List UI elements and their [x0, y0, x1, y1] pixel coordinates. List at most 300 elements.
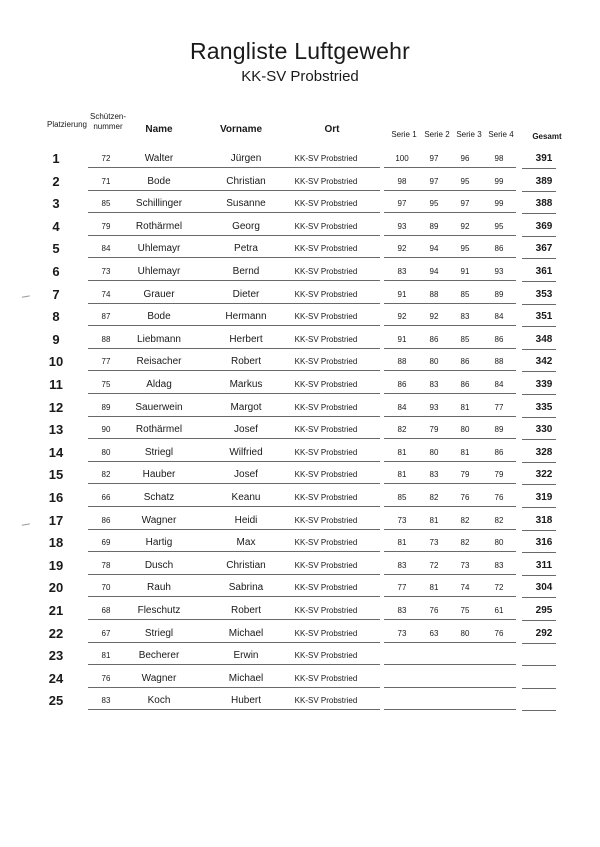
cell-serie-2: 76: [429, 606, 439, 615]
cell-serie-2: 95: [429, 199, 439, 209]
cell-vorname: Markus: [229, 379, 263, 390]
cell-gesamt: 319: [535, 492, 553, 503]
cell-serie-4: 84: [494, 312, 504, 322]
cell-serie-3: 92: [460, 221, 470, 231]
cell-serie-3: 91: [460, 267, 470, 276]
header-schuetzen-line1: Schützen-: [89, 112, 127, 121]
cell-serie-2: 81: [429, 583, 439, 593]
cell-serie-4: 86: [494, 334, 504, 344]
cell-name: Rothärmel: [135, 220, 183, 232]
header-name: Name: [145, 124, 173, 135]
cell-serie-1: 100: [395, 154, 409, 163]
row-divider: [384, 664, 516, 665]
cell-ort: KK-SV Probstried: [294, 515, 358, 525]
row-divider: [522, 665, 556, 666]
header-schuetzen-line2: nummer: [93, 122, 123, 131]
row-divider: [384, 280, 516, 281]
cell-platzierung: 23: [48, 648, 64, 664]
row-divider: [384, 642, 516, 643]
row-divider: [88, 167, 380, 168]
row-divider: [384, 709, 516, 710]
cell-serie-1: 86: [397, 380, 407, 389]
cell-platzierung: 25: [48, 693, 64, 709]
cell-schuetzennummer: 68: [101, 606, 111, 615]
cell-serie-1: 83: [397, 606, 407, 615]
cell-platzierung: 13: [48, 422, 64, 438]
cell-platzierung: 4: [52, 218, 60, 234]
row-divider: [88, 709, 380, 710]
row-divider: [522, 417, 556, 418]
row-divider: [384, 348, 516, 349]
row-divider: [384, 393, 516, 394]
cell-schuetzennummer: 88: [101, 334, 111, 344]
cell-name: Wagner: [141, 672, 177, 684]
cell-serie-2: 94: [429, 244, 439, 254]
row-divider: [384, 257, 516, 258]
row-divider: [88, 642, 380, 643]
cell-serie-2: 94: [429, 267, 439, 276]
cell-serie-3: 80: [460, 425, 470, 435]
row-divider: [522, 620, 556, 621]
cell-ort: KK-SV Probstried: [294, 312, 358, 322]
cell-platzierung: 3: [52, 196, 60, 212]
cell-name: Uhlemayr: [137, 266, 181, 277]
cell-name: Dusch: [144, 559, 174, 571]
header-serie-4: Serie 4: [488, 130, 514, 139]
row-divider: [384, 483, 516, 484]
cell-serie-4: 76: [494, 628, 504, 638]
cell-serie-4: 89: [494, 289, 504, 299]
cell-platzierung: 6: [52, 264, 60, 279]
cell-gesamt: 369: [535, 220, 553, 232]
row-divider: [522, 552, 556, 553]
row-divider: [88, 529, 380, 530]
cell-serie-1: 77: [397, 583, 407, 593]
cell-name: Grauer: [143, 288, 175, 300]
cell-serie-4: 72: [494, 583, 504, 593]
cell-serie-3: 81: [460, 447, 470, 457]
cell-serie-1: 97: [397, 199, 407, 209]
row-divider: [522, 304, 556, 305]
row-divider: [522, 462, 556, 463]
cell-serie-2: 63: [429, 628, 439, 638]
row-divider: [88, 235, 380, 236]
cell-ort: KK-SV Probstried: [294, 425, 358, 435]
cell-platzierung: 8: [52, 309, 60, 325]
row-divider: [384, 190, 516, 191]
row-divider: [88, 280, 380, 281]
cell-vorname: Josef: [234, 424, 258, 436]
cell-name: Hartig: [145, 537, 173, 549]
cell-gesamt: 389: [535, 175, 553, 187]
row-divider: [88, 438, 380, 439]
cell-schuetzennummer: 79: [101, 221, 111, 231]
cell-vorname: Hubert: [230, 695, 261, 707]
cell-serie-2: 92: [429, 312, 439, 322]
cell-ort: KK-SV Probstried: [294, 538, 358, 548]
cell-gesamt: 335: [535, 401, 553, 413]
cell-gesamt: 295: [535, 605, 553, 616]
cell-ort: KK-SV Probstried: [294, 176, 358, 186]
cell-platzierung: 19: [48, 557, 64, 573]
table-row: [0, 174, 600, 196]
row-divider: [88, 483, 380, 484]
cell-ort: KK-SV Probstried: [294, 334, 358, 344]
header-platzierung: Platzierung: [46, 120, 88, 129]
cell-serie-3: 74: [460, 583, 470, 593]
cell-schuetzennummer: 70: [101, 583, 111, 593]
cell-name: Rauh: [147, 582, 171, 594]
table-row: [0, 219, 600, 241]
table-row: [0, 332, 600, 354]
cell-schuetzennummer: 81: [101, 651, 111, 661]
cell-ort: KK-SV Probstried: [294, 493, 358, 502]
cell-name: Schillinger: [135, 198, 183, 210]
row-divider: [522, 484, 556, 485]
row-divider: [88, 303, 380, 304]
row-divider: [88, 619, 380, 620]
table-row: [0, 490, 600, 512]
cell-gesamt: 351: [535, 311, 553, 323]
table-row: [0, 513, 600, 535]
row-divider: [522, 643, 556, 644]
cell-serie-4: 83: [494, 560, 504, 570]
cell-ort: KK-SV Probstried: [294, 651, 358, 661]
cell-ort: KK-SV Probstried: [294, 628, 358, 638]
cell-serie-1: 92: [397, 312, 407, 322]
cell-gesamt: 330: [535, 424, 553, 436]
row-divider: [522, 168, 556, 169]
row-divider: [88, 416, 380, 417]
row-divider: [88, 687, 380, 688]
cell-serie-3: 82: [460, 538, 470, 548]
cell-schuetzennummer: 85: [101, 199, 111, 209]
header-serie-2: Serie 2: [424, 130, 450, 139]
cell-vorname: Michael: [228, 627, 264, 639]
row-divider: [88, 348, 380, 349]
cell-name: Striegl: [144, 627, 174, 639]
row-divider: [384, 303, 516, 304]
cell-serie-3: 95: [460, 244, 470, 254]
row-divider: [88, 190, 380, 191]
row-divider: [522, 710, 556, 711]
cell-schuetzennummer: 83: [101, 696, 111, 706]
table-row: [0, 648, 600, 670]
cell-gesamt: 339: [535, 379, 553, 390]
cell-schuetzennummer: 90: [101, 425, 111, 435]
row-divider: [384, 416, 516, 417]
cell-platzierung: 24: [48, 670, 64, 686]
cell-serie-2: 86: [429, 334, 439, 344]
header-ort: Ort: [324, 124, 340, 135]
page-subtitle: KK-SV Probstried: [241, 68, 359, 85]
cell-vorname: Susanne: [226, 198, 266, 210]
cell-serie-1: 84: [397, 402, 407, 412]
cell-platzierung: 12: [48, 399, 64, 415]
cell-schuetzennummer: 76: [101, 673, 111, 683]
cell-platzierung: 21: [48, 603, 64, 618]
cell-schuetzennummer: 71: [101, 176, 111, 186]
cell-serie-4: 82: [494, 515, 504, 525]
cell-ort: KK-SV Probstried: [294, 221, 358, 231]
cell-schuetzennummer: 74: [101, 289, 111, 299]
cell-serie-4: 86: [494, 244, 504, 254]
cell-serie-1: 93: [397, 221, 407, 231]
cell-schuetzennummer: 72: [101, 154, 111, 163]
cell-serie-3: 73: [460, 560, 470, 570]
row-divider: [522, 394, 556, 395]
cell-schuetzennummer: 73: [101, 267, 111, 276]
cell-name: Wagner: [141, 514, 177, 526]
cell-serie-4: 88: [494, 357, 504, 367]
cell-vorname: Wilfried: [229, 446, 263, 458]
cell-gesamt: 348: [535, 333, 553, 345]
table-row: [0, 671, 600, 693]
cell-platzierung: 9: [52, 331, 60, 347]
row-divider: [88, 325, 380, 326]
row-divider: [522, 688, 556, 689]
cell-ort: KK-SV Probstried: [294, 696, 358, 706]
table-row: [0, 445, 600, 467]
cell-vorname: Heidi: [234, 514, 258, 526]
row-divider: [522, 530, 556, 531]
cell-ort: KK-SV Probstried: [294, 380, 358, 389]
cell-serie-1: 91: [397, 289, 407, 299]
cell-ort: KK-SV Probstried: [294, 154, 358, 163]
cell-ort: KK-SV Probstried: [294, 267, 358, 276]
header-serie-3: Serie 3: [456, 130, 482, 139]
cell-serie-3: 97: [460, 199, 470, 209]
cell-serie-3: 76: [460, 493, 470, 502]
cell-platzierung: 16: [48, 490, 64, 505]
header-gesamt: Gesamt: [532, 132, 562, 141]
cell-serie-2: 73: [429, 538, 439, 548]
table-row: [0, 467, 600, 489]
cell-serie-3: 79: [460, 470, 470, 480]
cell-gesamt: 311: [535, 559, 553, 571]
row-divider: [384, 596, 516, 597]
cell-serie-1: 81: [397, 538, 407, 548]
table-row: [0, 400, 600, 422]
cell-serie-1: 85: [397, 493, 407, 502]
cell-serie-4: 61: [494, 606, 504, 615]
table-row: [0, 626, 600, 648]
cell-ort: KK-SV Probstried: [294, 244, 358, 254]
row-divider: [88, 574, 380, 575]
table-row: [0, 241, 600, 263]
cell-vorname: Christian: [226, 559, 266, 571]
cell-vorname: Jürgen: [230, 153, 262, 164]
cell-gesamt: 391: [535, 153, 553, 164]
table-row: [0, 603, 600, 625]
row-divider: [384, 235, 516, 236]
cell-vorname: Bernd: [232, 266, 260, 277]
cell-schuetzennummer: 78: [101, 560, 111, 570]
row-divider: [384, 619, 516, 620]
cell-serie-4: 76: [494, 493, 504, 502]
cell-serie-2: 80: [429, 447, 439, 457]
cell-schuetzennummer: 80: [101, 447, 111, 457]
row-divider: [522, 236, 556, 237]
cell-serie-2: 89: [429, 221, 439, 231]
cell-vorname: Hermann: [225, 311, 267, 323]
row-divider: [88, 257, 380, 258]
cell-serie-3: 96: [460, 154, 470, 163]
cell-ort: KK-SV Probstried: [294, 402, 358, 412]
row-divider: [384, 574, 516, 575]
cell-serie-2: 83: [429, 380, 439, 389]
row-divider: [384, 687, 516, 688]
row-divider: [88, 393, 380, 394]
row-divider: [522, 258, 556, 259]
cell-serie-4: 95: [494, 221, 504, 231]
cell-name: Sauerwein: [135, 401, 183, 413]
table-row: [0, 196, 600, 218]
cell-serie-2: 97: [429, 154, 439, 163]
table-row: [0, 535, 600, 557]
row-divider: [88, 370, 380, 371]
cell-platzierung: 14: [48, 444, 64, 460]
cell-schuetzennummer: 89: [101, 402, 111, 412]
cell-name: Fleschutz: [137, 605, 181, 616]
cell-ort: KK-SV Probstried: [294, 606, 358, 615]
cell-gesamt: 316: [535, 537, 553, 549]
row-divider: [522, 439, 556, 440]
cell-platzierung: 2: [52, 173, 60, 189]
row-divider: [384, 325, 516, 326]
cell-gesamt: 361: [535, 266, 553, 277]
cell-serie-3: 83: [460, 312, 470, 322]
cell-vorname: Max: [236, 537, 256, 549]
cell-vorname: Robert: [230, 356, 261, 368]
cell-serie-4: 99: [494, 176, 504, 186]
cell-serie-4: 80: [494, 538, 504, 548]
cell-name: Aldag: [146, 379, 172, 390]
cell-schuetzennummer: 84: [101, 244, 111, 254]
cell-serie-4: 93: [494, 267, 504, 276]
cell-vorname: Herbert: [229, 333, 263, 345]
cell-vorname: Michael: [228, 672, 264, 684]
cell-gesamt: 342: [535, 356, 553, 368]
cell-name: Liebmann: [137, 333, 181, 345]
cell-serie-3: 86: [460, 380, 470, 389]
table-row: [0, 309, 600, 331]
cell-platzierung: 1: [52, 151, 60, 166]
cell-schuetzennummer: 66: [101, 493, 111, 502]
cell-name: Bode: [147, 175, 171, 187]
cell-serie-3: 80: [460, 628, 470, 638]
cell-serie-1: 98: [397, 176, 407, 186]
cell-gesamt: 353: [535, 288, 553, 300]
table-row: [0, 558, 600, 580]
cell-serie-4: 77: [494, 402, 504, 412]
cell-serie-2: 82: [429, 493, 439, 502]
cell-ort: KK-SV Probstried: [294, 289, 358, 299]
header-serie-1: Serie 1: [391, 130, 417, 139]
table-row: [0, 422, 600, 444]
cell-serie-1: 91: [397, 334, 407, 344]
cell-serie-1: 92: [397, 244, 407, 254]
cell-name: Bode: [147, 311, 171, 323]
cell-serie-1: 88: [397, 357, 407, 367]
cell-serie-2: 83: [429, 470, 439, 480]
cell-serie-4: 89: [494, 425, 504, 435]
cell-name: Walter: [144, 153, 174, 164]
cell-gesamt: 292: [535, 627, 553, 639]
cell-vorname: Josef: [234, 469, 258, 481]
cell-schuetzennummer: 82: [101, 470, 111, 480]
row-divider: [88, 461, 380, 462]
cell-gesamt: 318: [535, 514, 553, 526]
cell-ort: KK-SV Probstried: [294, 673, 358, 683]
cell-serie-4: 79: [494, 470, 504, 480]
row-divider: [384, 551, 516, 552]
cell-platzierung: 15: [48, 467, 64, 483]
row-divider: [384, 461, 516, 462]
cell-vorname: Keanu: [231, 492, 261, 503]
cell-serie-4: 84: [494, 380, 504, 389]
cell-serie-3: 85: [460, 334, 470, 344]
cell-name: Koch: [147, 695, 171, 707]
cell-serie-2: 88: [429, 289, 439, 299]
row-divider: [384, 167, 516, 168]
table-row: [0, 693, 600, 715]
cell-ort: KK-SV Probstried: [294, 560, 358, 570]
table-row: [0, 264, 600, 286]
cell-platzierung: 11: [49, 377, 63, 392]
row-divider: [384, 212, 516, 213]
cell-vorname: Robert: [230, 605, 261, 616]
row-divider: [522, 349, 556, 350]
row-divider: [522, 597, 556, 598]
cell-ort: KK-SV Probstried: [294, 583, 358, 593]
cell-vorname: Dieter: [232, 288, 260, 300]
cell-serie-1: 73: [397, 628, 407, 638]
cell-serie-1: 82: [397, 425, 407, 435]
cell-serie-1: 83: [397, 560, 407, 570]
header-vorname: Vorname: [219, 124, 263, 135]
cell-serie-3: 81: [460, 402, 470, 412]
cell-gesamt: 304: [535, 582, 553, 594]
cell-serie-2: 93: [429, 402, 439, 412]
cell-schuetzennummer: 75: [101, 380, 111, 389]
cell-serie-2: 81: [429, 515, 439, 525]
row-divider: [384, 529, 516, 530]
cell-serie-1: 73: [397, 515, 407, 525]
cell-platzierung: 22: [48, 625, 64, 641]
cell-platzierung: 10: [48, 354, 64, 370]
cell-vorname: Christian: [226, 175, 266, 187]
cell-name: Rothärmel: [135, 424, 183, 436]
cell-serie-3: 86: [460, 357, 470, 367]
page-title: Rangliste Luftgewehr: [189, 38, 411, 64]
cell-serie-2: 80: [429, 357, 439, 367]
cell-serie-2: 79: [429, 425, 439, 435]
cell-name: Reisacher: [136, 356, 182, 368]
cell-platzierung: 7: [52, 286, 60, 302]
cell-gesamt: 328: [535, 446, 553, 458]
cell-name: Becherer: [138, 650, 180, 662]
table-row: [0, 377, 600, 399]
cell-schuetzennummer: 67: [101, 628, 111, 638]
row-divider: [88, 551, 380, 552]
cell-serie-4: 98: [494, 154, 504, 163]
cell-platzierung: 17: [48, 512, 64, 528]
cell-serie-1: 81: [397, 447, 407, 457]
cell-platzierung: 18: [48, 535, 64, 551]
cell-gesamt: 322: [535, 469, 553, 481]
row-divider: [88, 596, 380, 597]
